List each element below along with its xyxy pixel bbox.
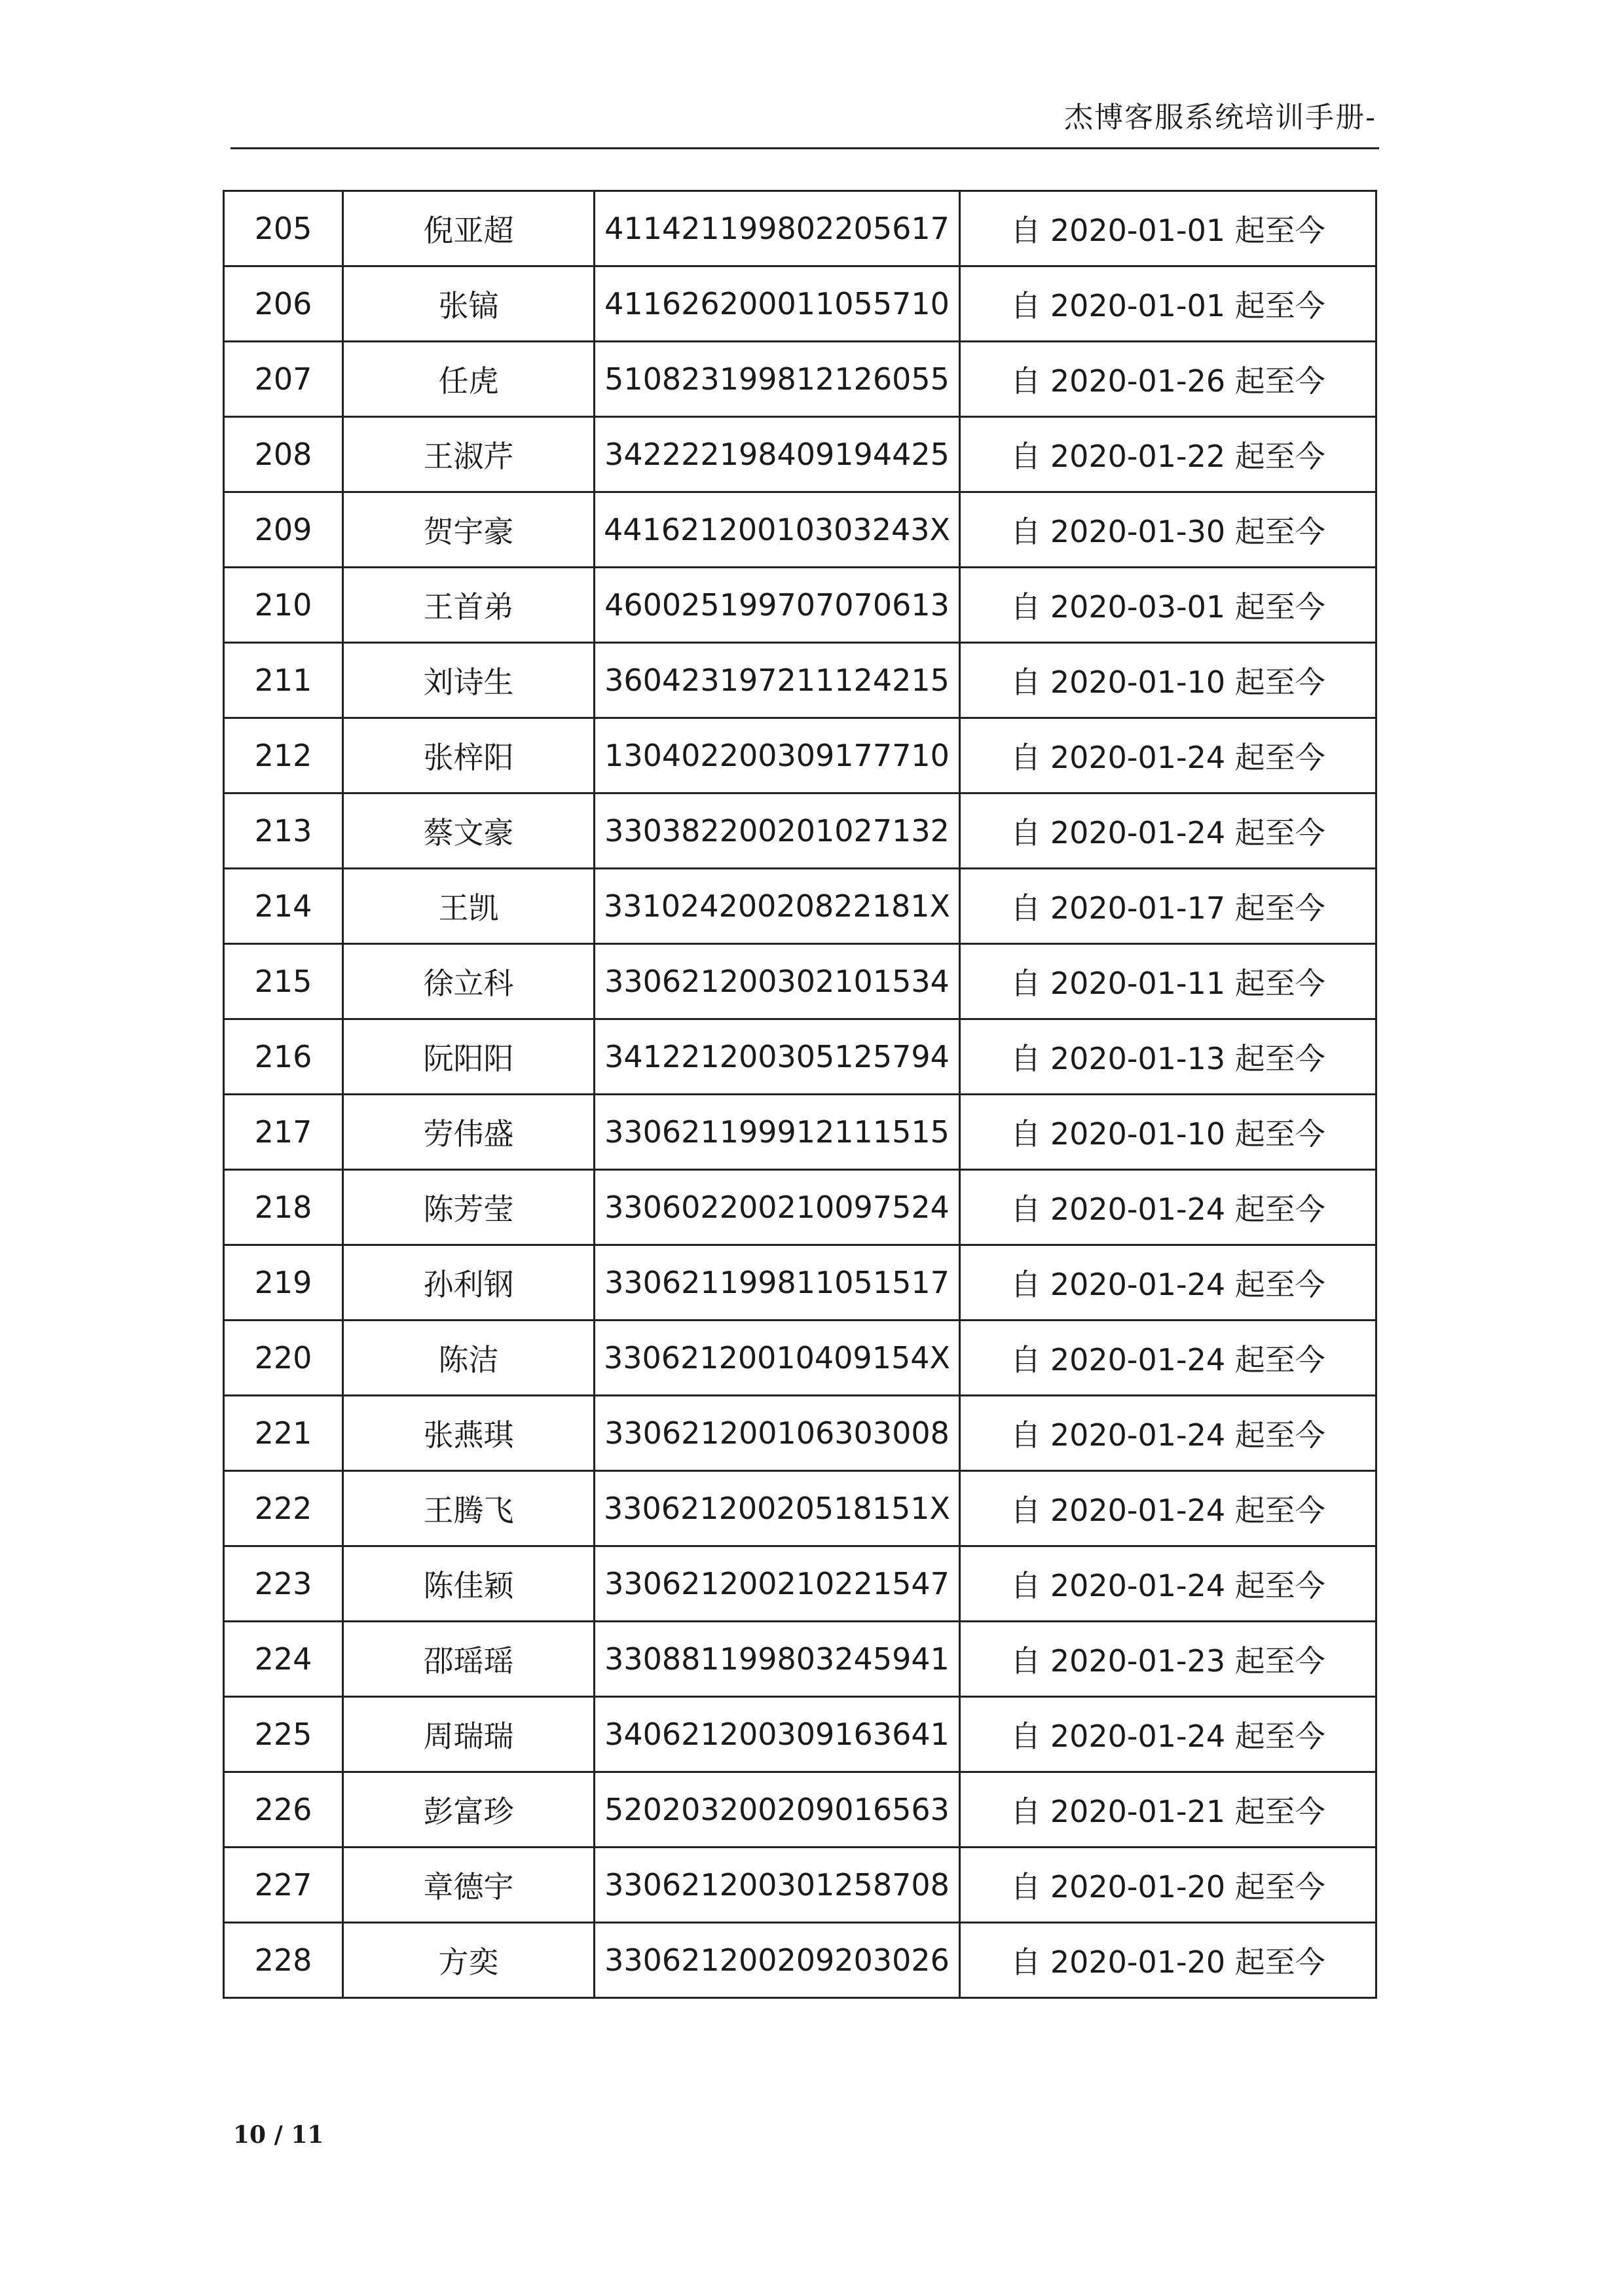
- id-number-cell: 330621199912111515: [595, 1095, 960, 1170]
- id-number-cell: 330881199803245941: [595, 1622, 960, 1697]
- period-cell: 自 2020-01-26 起至今: [960, 342, 1376, 417]
- table-row: [224, 266, 1376, 342]
- id-number-cell: 330621200209203026: [595, 1923, 960, 1998]
- row-number-cell: 225: [224, 1697, 343, 1772]
- row-number-cell: 207: [224, 342, 343, 417]
- id-number-cell: 33062120010409154X: [595, 1321, 960, 1396]
- row-number-cell: 215: [224, 944, 343, 1019]
- period-cell: 自 2020-01-01 起至今: [960, 191, 1376, 266]
- id-number-cell: 330602200210097524: [595, 1170, 960, 1245]
- id-number-cell: 330621199811051517: [595, 1245, 960, 1321]
- row-number-cell: 206: [224, 266, 343, 342]
- name-cell: 刘诗生: [343, 643, 595, 718]
- period-cell: 自 2020-01-23 起至今: [960, 1622, 1376, 1697]
- period-cell: 自 2020-01-24 起至今: [960, 1170, 1376, 1245]
- period-cell: 自 2020-01-24 起至今: [960, 1321, 1376, 1396]
- row-number-cell: 213: [224, 793, 343, 869]
- name-cell: 陈佳颖: [343, 1546, 595, 1622]
- period-cell: 自 2020-01-17 起至今: [960, 869, 1376, 944]
- row-number-cell: 216: [224, 1019, 343, 1095]
- id-number-cell: 460025199707070613: [595, 568, 960, 643]
- row-number-cell: 222: [224, 1471, 343, 1546]
- name-cell: 孙利钢: [343, 1245, 595, 1321]
- period-cell: 自 2020-01-11 起至今: [960, 944, 1376, 1019]
- name-cell: 阮阳阳: [343, 1019, 595, 1095]
- period-cell: 自 2020-01-10 起至今: [960, 1095, 1376, 1170]
- row-number-cell: 212: [224, 718, 343, 793]
- roster-table: [223, 190, 1377, 1999]
- period-cell: 自 2020-01-13 起至今: [960, 1019, 1376, 1095]
- id-number-cell: 340621200309163641: [595, 1697, 960, 1772]
- period-cell: 自 2020-01-21 起至今: [960, 1772, 1376, 1848]
- id-number-cell: 330621200302101534: [595, 944, 960, 1019]
- id-number-cell: 330382200201027132: [595, 793, 960, 869]
- name-cell: 徐立科: [343, 944, 595, 1019]
- row-number-cell: 228: [224, 1923, 343, 1998]
- name-cell: 贺宇豪: [343, 492, 595, 568]
- table-row: [224, 568, 1376, 643]
- id-number-cell: 411421199802205617: [595, 191, 960, 266]
- table-row: [224, 1095, 1376, 1170]
- table-row: [224, 1546, 1376, 1622]
- id-number-cell: 341221200305125794: [595, 1019, 960, 1095]
- row-number-cell: 214: [224, 869, 343, 944]
- table-row: [224, 191, 1376, 266]
- roster-table-body: [224, 191, 1376, 1998]
- name-cell: 张燕琪: [343, 1396, 595, 1471]
- row-number-cell: 221: [224, 1396, 343, 1471]
- table-row: [224, 1697, 1376, 1772]
- row-number-cell: 218: [224, 1170, 343, 1245]
- period-cell: 自 2020-01-20 起至今: [960, 1848, 1376, 1923]
- period-cell: 自 2020-01-30 起至今: [960, 492, 1376, 568]
- id-number-cell: 33102420020822181X: [595, 869, 960, 944]
- id-number-cell: 510823199812126055: [595, 342, 960, 417]
- name-cell: 劳伟盛: [343, 1095, 595, 1170]
- id-number-cell: 411626200011055710: [595, 266, 960, 342]
- table-row: [224, 1170, 1376, 1245]
- row-number-cell: 223: [224, 1546, 343, 1622]
- name-cell: 周瑞瑞: [343, 1697, 595, 1772]
- period-cell: 自 2020-01-24 起至今: [960, 1396, 1376, 1471]
- table-row: [224, 1245, 1376, 1321]
- table-row: [224, 1772, 1376, 1848]
- table-row: [224, 1396, 1376, 1471]
- period-cell: 自 2020-03-01 起至今: [960, 568, 1376, 643]
- name-cell: 王腾飞: [343, 1471, 595, 1546]
- id-number-cell: 130402200309177710: [595, 718, 960, 793]
- table-row: [224, 492, 1376, 568]
- table-row: [224, 1622, 1376, 1697]
- table-row: [224, 944, 1376, 1019]
- period-cell: 自 2020-01-24 起至今: [960, 793, 1376, 869]
- name-cell: 王凯: [343, 869, 595, 944]
- id-number-cell: 330621200301258708: [595, 1848, 960, 1923]
- name-cell: 方奕: [343, 1923, 595, 1998]
- period-cell: 自 2020-01-20 起至今: [960, 1923, 1376, 1998]
- table-row: [224, 1321, 1376, 1396]
- row-number-cell: 210: [224, 568, 343, 643]
- period-cell: 自 2020-01-24 起至今: [960, 718, 1376, 793]
- period-cell: 自 2020-01-22 起至今: [960, 417, 1376, 492]
- id-number-cell: 330621200106303008: [595, 1396, 960, 1471]
- name-cell: 陈芳莹: [343, 1170, 595, 1245]
- row-number-cell: 224: [224, 1622, 343, 1697]
- id-number-cell: 330621200210221547: [595, 1546, 960, 1622]
- row-number-cell: 211: [224, 643, 343, 718]
- name-cell: 张镐: [343, 266, 595, 342]
- header-title: 杰博客服系统培训手册-: [1064, 101, 1376, 134]
- period-cell: 自 2020-01-24 起至今: [960, 1245, 1376, 1321]
- table-row: [224, 342, 1376, 417]
- table-row: [224, 1848, 1376, 1923]
- row-number-cell: 220: [224, 1321, 343, 1396]
- name-cell: 王淑芹: [343, 417, 595, 492]
- name-cell: 邵瑶瑶: [343, 1622, 595, 1697]
- period-cell: 自 2020-01-24 起至今: [960, 1471, 1376, 1546]
- table-row: [224, 417, 1376, 492]
- table-row: [224, 718, 1376, 793]
- name-cell: 陈洁: [343, 1321, 595, 1396]
- name-cell: 章德宇: [343, 1848, 595, 1923]
- row-number-cell: 208: [224, 417, 343, 492]
- name-cell: 蔡文豪: [343, 793, 595, 869]
- table-row: [224, 1471, 1376, 1546]
- row-number-cell: 226: [224, 1772, 343, 1848]
- id-number-cell: 360423197211124215: [595, 643, 960, 718]
- page-number: 10 / 11: [233, 2121, 324, 2149]
- period-cell: 自 2020-01-01 起至今: [960, 266, 1376, 342]
- name-cell: 张梓阳: [343, 718, 595, 793]
- id-number-cell: 342222198409194425: [595, 417, 960, 492]
- id-number-cell: 33062120020518151X: [595, 1471, 960, 1546]
- name-cell: 倪亚超: [343, 191, 595, 266]
- id-number-cell: 520203200209016563: [595, 1772, 960, 1848]
- table-row: [224, 1923, 1376, 1998]
- row-number-cell: 219: [224, 1245, 343, 1321]
- name-cell: 彭富珍: [343, 1772, 595, 1848]
- name-cell: 王首弟: [343, 568, 595, 643]
- name-cell: 任虎: [343, 342, 595, 417]
- table-row: [224, 869, 1376, 944]
- period-cell: 自 2020-01-24 起至今: [960, 1546, 1376, 1622]
- header-rule: [231, 147, 1379, 149]
- row-number-cell: 217: [224, 1095, 343, 1170]
- period-cell: 自 2020-01-10 起至今: [960, 643, 1376, 718]
- period-cell: 自 2020-01-24 起至今: [960, 1697, 1376, 1772]
- row-number-cell: 205: [224, 191, 343, 266]
- row-number-cell: 209: [224, 492, 343, 568]
- table-row: [224, 1019, 1376, 1095]
- id-number-cell: 44162120010303243X: [595, 492, 960, 568]
- row-number-cell: 227: [224, 1848, 343, 1923]
- table-row: [224, 643, 1376, 718]
- table-row: [224, 793, 1376, 869]
